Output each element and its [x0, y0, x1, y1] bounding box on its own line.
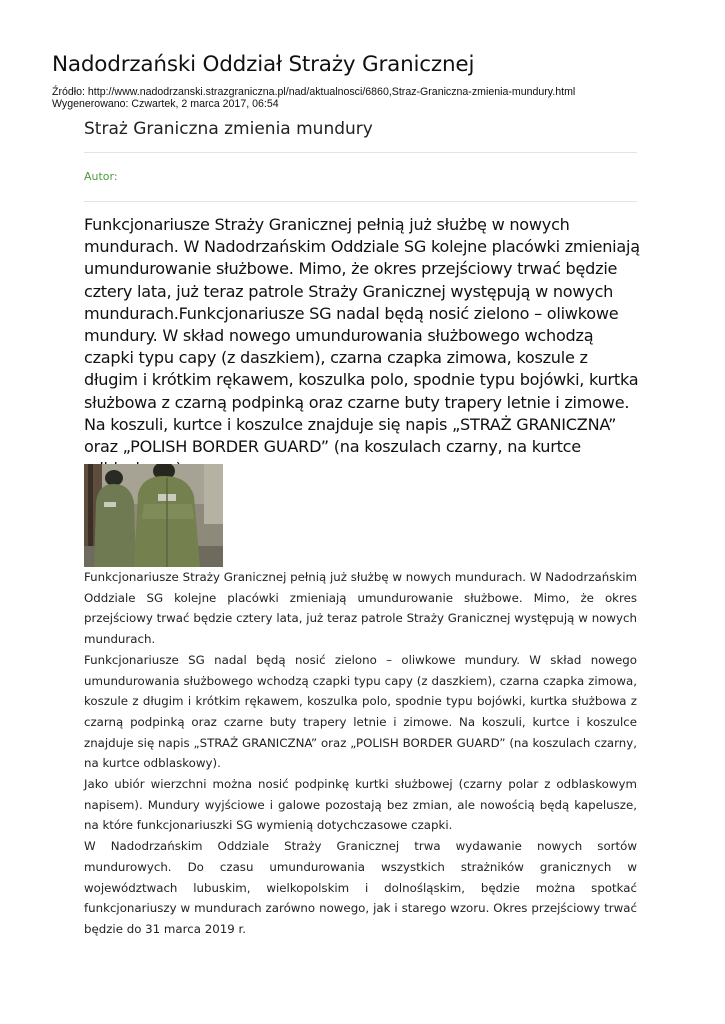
divider — [84, 201, 637, 202]
lead-text: Funkcjonariusze Straży Granicznej pełnią już służbę w nowych mundurach. W Nadodrzańskim Oddziale SG kolejne placówki zmieniają umundurowanie służbowe. Mimo, że okres przejściowy trwać będzie cztery lata, już teraz patrole Straży Granicznej występują w nowych mundurach.Funkcjonariusze SG nadal będą nosić zielono – oliwkowe mundury. W skład nowego umundurowania służbowego wchodzą czapki typu capy (z daszkiem), czarna czapka zimowa, koszule z długim i krótkim rękawem, koszulka polo, spodnie typu bojówki, kurtka służbowa z czarną podpinką oraz czarne buty trapery letnie i zimowe. Na koszuli, kurtce i koszulce znajduje się napis „STRAŻ GRANICZNA” oraz „POLISH BORDER GUARD” (na koszulach czarny, na kurtce — [84, 215, 640, 457]
generated-line: Wygenerowano: Czwartek, 2 marca 2017, 06:54 — [52, 98, 279, 110]
border-guards-photo — [84, 464, 223, 567]
article-title: Straż Graniczna zmienia mundury — [84, 119, 373, 139]
divider — [84, 152, 637, 153]
source-line: Źródło: http://www.nadodrzanski.strazgraniczna.pl/nad/aktualnosci/6860,Straz-Graniczna-zmienia-mundury.html — [52, 86, 576, 98]
article-lead — [84, 214, 644, 480]
site-title: Nadodrzański Oddział Straży Granicznej — [52, 52, 475, 77]
body-paragraph: Funkcjonariusze SG nadal będą nosić zielono – oliwkowe mundury. W skład nowego umundurowania służbowego wchodzą czapki typu capy (z daszkiem), czarna czapka zimowa, koszule z długim i krótkim rękawem, koszulka polo, spodnie typu bojówki, kurtka służbowa z czarną podpinką oraz czarne buty trapery letnie i zimowe. Na koszuli, kurtce i koszulce znajduje się napis „STRAŻ GRANICZNA” oraz „POLISH BORDER GUARD” (na koszulach czarny, na kurtce odblaskowy). — [84, 652, 637, 771]
author-label: Autor: — [84, 170, 118, 183]
article-photo — [84, 464, 223, 567]
body-paragraph: W Nadodrzańskim Oddziale Straży Granicznej trwa wydawanie nowych sortów mundurowych. Do czasu umundurowania wszystkich strażników granicznych w województwach lubuskim, wielkopolskim i dolnośląskim, będzie można spotkać funkcjonariuszy w mundurach zarówno nowego, jak i starego wzoru. Okres przejściowy trwać będzie do 31 marca 2019 r. — [84, 839, 637, 936]
body-paragraph: Funkcjonariusze Straży Granicznej pełnią już służbę w nowych mundurach. W Nadodrzańskim Oddziale SG kolejne placówki zmieniają umundurowanie służbowe. Mimo, że okres przejściowy trwać będzie cztery lata, już teraz patrole Straży Granicznej występują w nowych mundurach. — [84, 570, 637, 647]
body-paragraph: Jako ubiór wierzchni można nosić podpinkę kurtki służbowej (czarny polar z odblaskowym napisem). Mundury wyjściowe i galowe pozostają bez zmian, ale nowością będą kapelusze, na które funkcjonariuszki SG wymienią dotychczasowe czapki. — [84, 777, 637, 833]
article-body — [84, 567, 637, 940]
document-meta — [52, 86, 575, 110]
